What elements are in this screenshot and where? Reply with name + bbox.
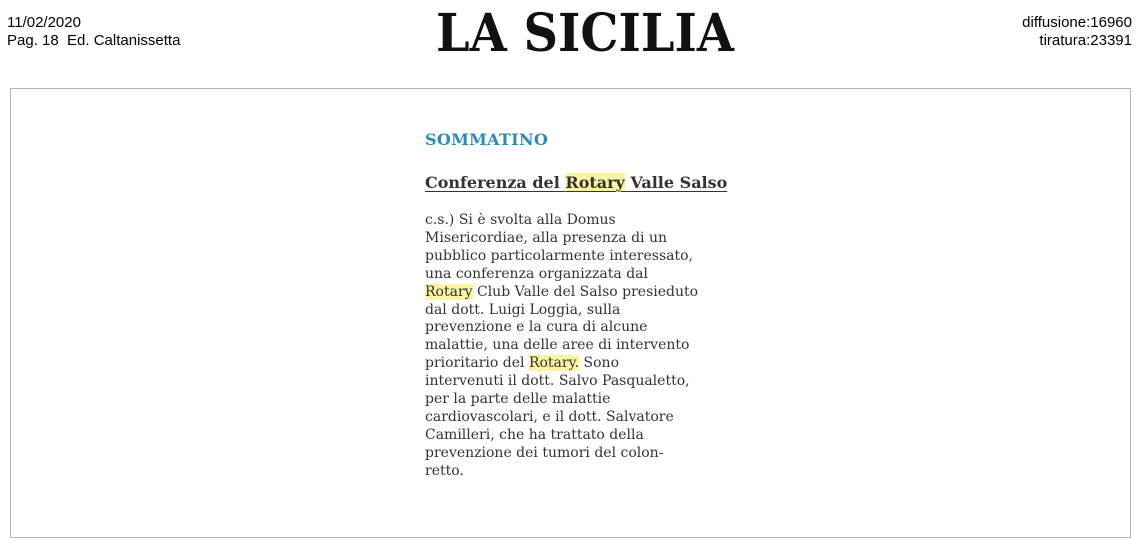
article-body-line [425,463,745,481]
body-text-segment: per la parte delle malattie [425,391,611,408]
date-and-edition [7,14,180,50]
article-body-line [425,373,745,391]
article-body-line [425,427,745,445]
article-body-line [425,409,745,427]
article [425,128,745,481]
page-edition: Pag. 18 Ed. Caltanissetta [7,32,181,49]
publication-date: 11/02/2020 [7,14,81,31]
body-text-segment: Camilleri, che ha trattato della [425,426,644,443]
body-text-segment: dal dott. Luigi Loggia, sulla [425,301,621,318]
article-body-line [425,248,745,266]
highlight-rotary: Rotary [425,283,473,300]
circulation-info [1022,14,1132,50]
article-body-line [425,445,745,463]
section-label: SOMMATINO [425,130,549,149]
body-text-segment: cardiovascolari, e il dott. Salvatore [425,408,674,425]
body-text-segment: prevenzione e la cura di alcune [425,319,648,336]
article-body-line [425,337,745,355]
article-body-line [425,212,745,230]
article-body-line [425,355,745,373]
article-body-line [425,266,745,284]
article-body-line [425,284,745,302]
article-headline [425,171,745,195]
body-text-segment: pubblico particolarmente interessato, [425,247,694,264]
body-text-segment: Club Valle del Salso presieduto [472,283,699,300]
body-text-segment: c.s.) Si è svolta alla Domus [425,212,616,228]
diffusione-value: diffusione:16960 [1022,14,1132,31]
headline-text-end: Valle Salso [624,173,728,192]
body-text-segment: Sono [579,355,619,372]
body-text-segment: prevenzione dei tumori del colon- [425,444,664,461]
body-text-segment: una conferenza organizzata dal [425,265,648,282]
article-body-line [425,230,745,248]
newspaper-masthead: LA SICILIA [436,3,734,64]
headline-text-start: Conferenza del [425,173,566,192]
body-text-segment: retto. [425,462,464,479]
body-text-segment: malattie, una delle aree di intervento [425,337,690,354]
article-body-line [425,391,745,409]
tiratura-value: tiratura:23391 [1039,32,1132,49]
article-body-line [425,302,745,320]
highlight-rotary: Rotary. [528,355,580,372]
article-body-line [425,319,745,337]
body-text-segment: prioritario del [425,355,529,372]
headline-highlight-rotary: Rotary [565,173,625,192]
body-text-segment: Misericordiae, alla presenza di un [425,229,668,246]
body-text-segment: intervenuti il dott. Salvo Pasqualetto, [425,373,690,390]
article-body [425,212,745,481]
